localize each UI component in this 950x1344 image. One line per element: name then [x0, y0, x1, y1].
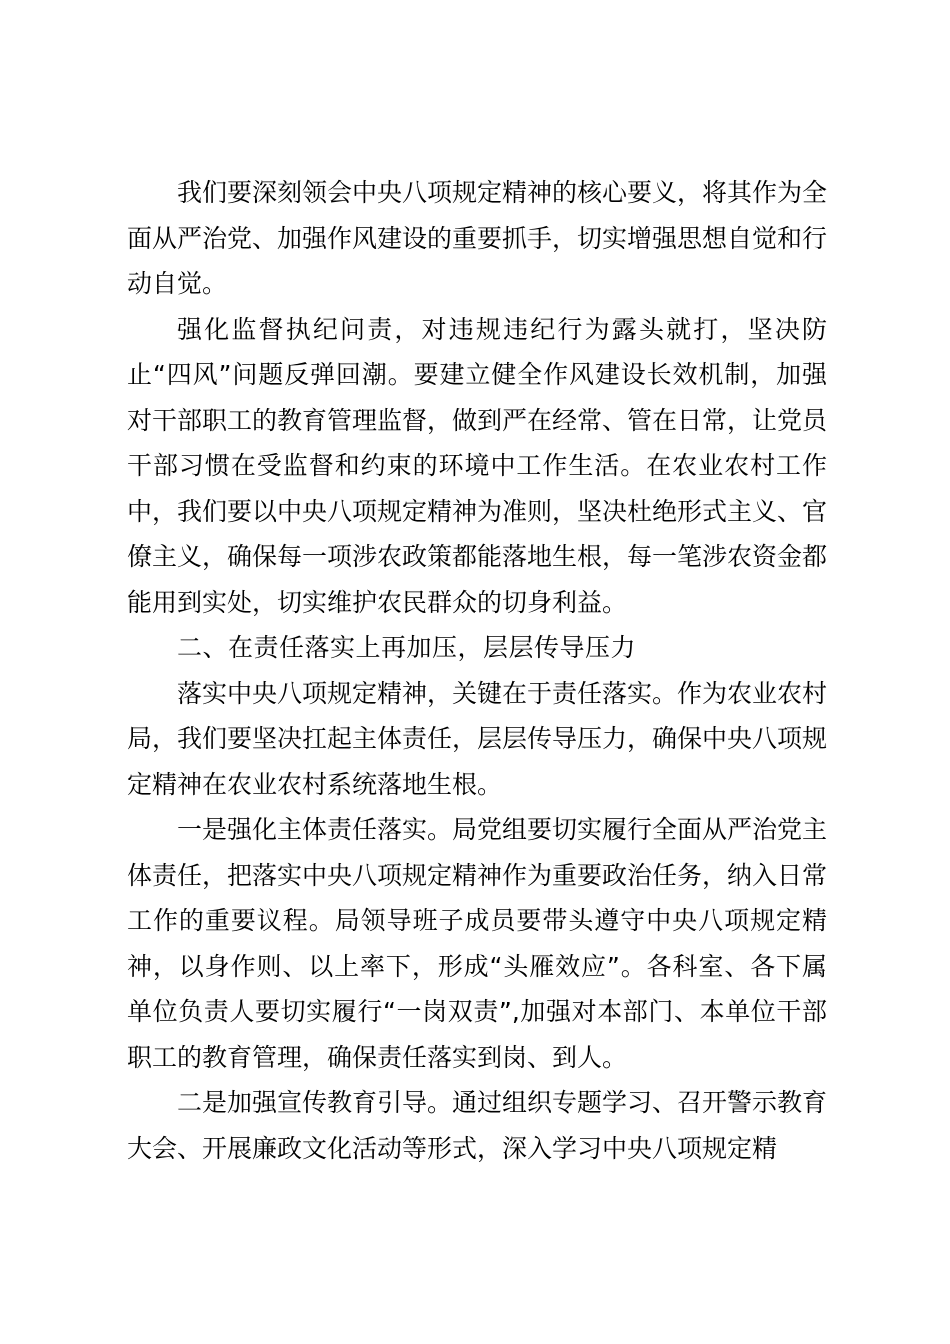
paragraph-main-responsibility: 一是强化主体责任落实。局党组要切实履行全面从严治党主体责任，把落实中央八项规定精神作为重要政治任务，纳入日常工作的重要议程。局领导班子成员要带头遵守中央八项规定精神，以身作则、以上率下，形成“头雁效应”。各科室、各下属单位负责人要切实履行“一岗双责”,加强对本部门、本单位干部职工的教育管理，确保责任落实到岗、到人。 [127, 815, 828, 1072]
paragraph-responsibility-key: 落实中央八项规定精神，关键在于责任落实。作为农业农村局，我们要坚决扛起主体责任，层层传导压力，确保中央八项规定精神在农业农村系统落地生根。 [127, 678, 828, 799]
paragraph-publicity-education: 二是加强宣传教育引导。通过组织专题学习、召开警示教育大会、开展廉政文化活动等形式，深入学习中央八项规定精 [127, 1088, 828, 1163]
paragraph-core-meaning: 我们要深刻领会中央八项规定精神的核心要义，将其作为全面从严治党、加强作风建设的重要抓手，切实增强思想自觉和行动自觉。 [127, 178, 828, 298]
paragraph-supervision: 强化监督执纪问责，对违规违纪行为露头就打，坚决防止“四风”问题反弹回潮。要建立健全作风建设长效机制，加强对干部职工的教育管理监督，做到严在经常、管在日常，让党员干部习惯在受监督和约束的环境中工作生活。在农业农村工作中，我们要以中央八项规定精神为准则，坚决杜绝形式主义、官僚主义，确保每一项涉农政策都能落地生根，每一笔涉农资金都能用到实处，切实维护农民群众的切身利益。 [127, 314, 828, 617]
document-body [127, 170, 827, 1171]
section-heading-responsibility: 二、在责任落实上再加压，层层传导压力 [177, 633, 637, 662]
